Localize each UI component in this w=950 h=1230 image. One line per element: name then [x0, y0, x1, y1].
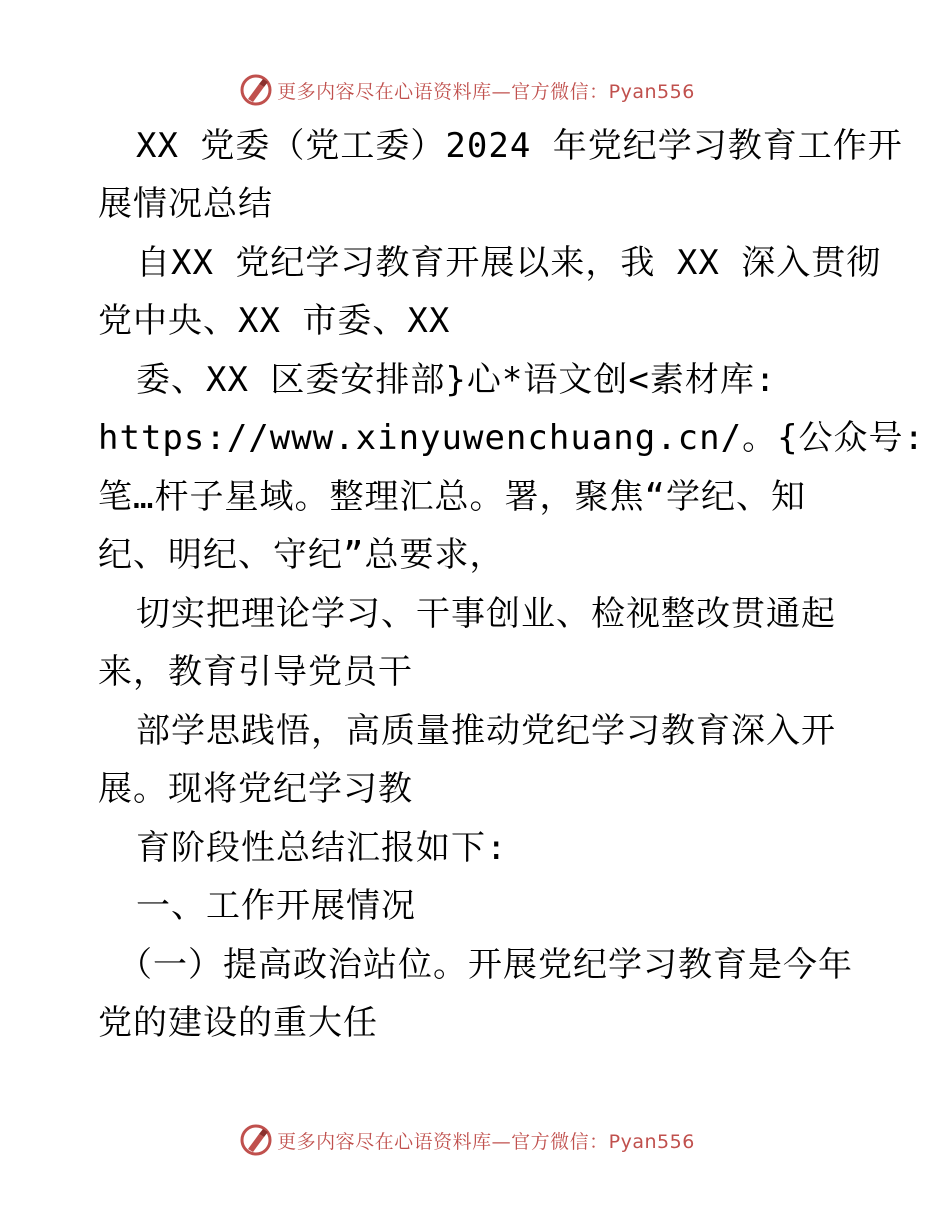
body-line: 部学思践悟，高质量推动党纪学习教育深入开	[136, 711, 836, 751]
title-line-1: XX 党委（党工委）2024 年党纪学习教育工作开	[136, 126, 903, 166]
footer-watermark	[0, 1118, 950, 1162]
body-line: 来，教育引导党员干	[98, 652, 413, 692]
header-watermark	[0, 68, 950, 112]
watermark-text: 更多内容尽在心语资料库—官方微信：Pyan556	[277, 80, 695, 103]
body-line: 党中央、XX 市委、XX	[98, 301, 451, 341]
watermark-wechat-id: Pyan556	[608, 1130, 695, 1153]
subsection-line: （一）提高政治站位。开展党纪学习教育是今年	[118, 945, 853, 985]
body-line: 委、XX 区委安排部}心*语文创<素材库:	[136, 360, 777, 400]
pen-logo-icon	[239, 73, 273, 107]
body-line: 自XX 党纪学习教育开展以来，我 XX 深入贯彻	[136, 243, 882, 283]
body-line: 育阶段性总结汇报如下:	[136, 828, 508, 868]
body-line: https://www.xinyuwenchuang.cn/。{公众号:	[98, 418, 926, 458]
title-line-2: 展情况总结	[98, 184, 273, 224]
watermark-text: 更多内容尽在心语资料库—官方微信：Pyan556	[277, 1130, 695, 1153]
body-line: 纪、明纪、守纪”总要求，	[98, 535, 505, 575]
body-line: 党的建设的重大任	[98, 1003, 378, 1043]
section-heading: 一、工作开展情况	[136, 886, 416, 926]
watermark-wechat-id: Pyan556	[608, 80, 695, 103]
body-line: 笔…杆子星域。整理汇总。署，聚焦“学纪、知	[98, 477, 806, 517]
body-line: 切实把理论学习、干事创业、检视整改贯通起	[136, 594, 836, 634]
pen-logo-icon	[239, 1123, 273, 1157]
body-line: 展。现将党纪学习教	[98, 769, 413, 809]
